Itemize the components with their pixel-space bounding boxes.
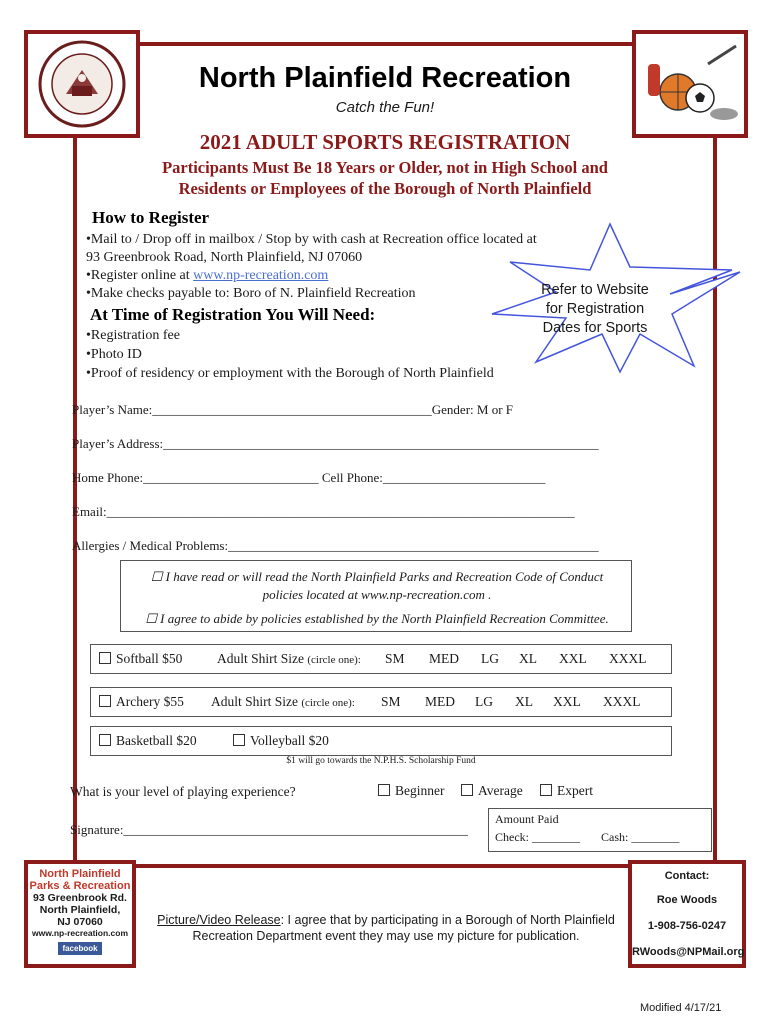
- amount-paid-box: [488, 808, 712, 852]
- size-xl[interactable]: XL: [519, 651, 537, 666]
- experience-question: What is your level of playing experience?: [70, 784, 296, 799]
- size-xl[interactable]: XL: [515, 694, 533, 709]
- basketball-checkbox[interactable]: Basketball $20: [99, 733, 197, 749]
- size-xxxl[interactable]: XXXL: [603, 694, 641, 709]
- contact-heading: Contact:: [664, 870, 710, 882]
- dept-address2: North Plainfield,: [39, 904, 121, 916]
- how-to-register-heading: How to Register: [92, 208, 210, 227]
- contact-phone: 1-908-756-0247: [647, 920, 727, 932]
- contact-email[interactable]: RWoods@NPMail.org: [632, 946, 745, 958]
- softball-checkbox[interactable]: Softball $50: [99, 651, 182, 667]
- code-of-conduct-checkbox[interactable]: ☐ I have read or will read the North Plainfield Parks and Recreation Code of Conduct: [150, 569, 604, 584]
- sports-equipment-image: [632, 30, 748, 138]
- size-med[interactable]: MED: [425, 694, 455, 709]
- checkbox-icon[interactable]: [461, 784, 473, 796]
- cash-field[interactable]: Cash: ________: [601, 830, 680, 844]
- checkbox-icon[interactable]: [378, 784, 390, 796]
- email-field[interactable]: Email:________________________________________________________________________: [72, 504, 575, 519]
- what-you-need-heading: At Time of Registration You Will Need:: [90, 305, 376, 324]
- player-name-field[interactable]: Player’s Name:___________________________________________Gender: M or F: [72, 402, 514, 417]
- checkbox-icon[interactable]: [99, 695, 111, 707]
- size-med[interactable]: MED: [429, 651, 459, 666]
- code-of-conduct-url: policies located at www.np-recreation.com .: [262, 587, 492, 602]
- dept-address3: NJ 07060: [57, 916, 103, 928]
- archery-checkbox[interactable]: Archery $55: [99, 694, 184, 710]
- basketball-volleyball-row[interactable]: [90, 726, 672, 756]
- size-xxl[interactable]: XXL: [559, 651, 587, 666]
- phone-fields[interactable]: Home Phone:___________________________ Cell Phone:_________________________: [72, 470, 546, 485]
- bat-icon: [708, 46, 736, 64]
- amount-paid-label: Amount Paid: [495, 812, 559, 826]
- instruction-online: •Register online at www.np-recreation.com: [86, 268, 329, 283]
- check-field[interactable]: Check: ________: [495, 830, 580, 844]
- policy-acknowledgement-box: [120, 560, 632, 632]
- tagline: Catch the Fun!: [335, 99, 435, 116]
- player-address-field[interactable]: Player’s Address:___________________________________________________________________: [72, 436, 599, 451]
- registration-title: 2021 ADULT SPORTS REGISTRATION: [199, 130, 571, 154]
- abide-policies-checkbox[interactable]: ☐ I agree to abide by policies established by the North Plainfield Recreation Committee.: [145, 611, 609, 626]
- softball-shirt-size-label: Adult Shirt Size (circle one):: [217, 651, 361, 666]
- scholarship-note: $1 will go towards the N.P.H.S. Scholarship Fund: [286, 756, 476, 766]
- contact-name: Roe Woods: [656, 894, 718, 906]
- instruction-address: 93 Greenbrook Road, North Plainfield, NJ 07060: [86, 250, 363, 265]
- size-xxl[interactable]: XXL: [553, 694, 581, 709]
- facebook-icon[interactable]: facebook: [58, 942, 101, 955]
- dept-address1: 93 Greenbrook Rd.: [33, 892, 127, 904]
- dept-name-line1: North Plainfield: [39, 868, 121, 880]
- checkbox-icon[interactable]: [99, 734, 111, 746]
- softball-option-row[interactable]: [90, 644, 672, 674]
- need-proof-residency: •Proof of residency or employment with the Borough of North Plainfield: [86, 366, 494, 381]
- need-fee: •Registration fee: [86, 328, 180, 343]
- eligibility-requirements: Participants Must Be 18 Years or Older, not in High School and Residents or Employees of the Borough of North Plainfield: [162, 158, 608, 198]
- checkbox-icon[interactable]: [233, 734, 245, 746]
- size-lg[interactable]: LG: [475, 694, 493, 709]
- checkbox-icon[interactable]: [540, 784, 552, 796]
- archery-shirt-size-label: Adult Shirt Size (circle one):: [211, 694, 355, 709]
- experience-expert-checkbox[interactable]: Expert: [540, 783, 593, 799]
- size-sm[interactable]: SM: [381, 694, 401, 709]
- photo-release-statement: Picture/Video Release: I agree that by participating in a Borough of North Plainfield Recreation Department event they may use my picture for publication.: [157, 913, 615, 943]
- dept-name-line2: Parks & Recreation: [29, 880, 131, 892]
- experience-average-checkbox[interactable]: Average: [461, 783, 523, 799]
- glove-icon: [648, 64, 660, 96]
- checkbox-icon[interactable]: [99, 652, 111, 664]
- size-lg[interactable]: LG: [481, 651, 499, 666]
- modified-date: Modified 4/17/21: [640, 1002, 722, 1014]
- dept-website[interactable]: www.np-recreation.com: [31, 928, 129, 938]
- instruction-mail: •Mail to / Drop off in mailbox / Stop by with cash at Recreation office located at: [86, 232, 537, 247]
- rec-department-address-box: [24, 860, 136, 968]
- archery-option-row[interactable]: [90, 687, 672, 717]
- instruction-checks: •Make checks payable to: Boro of N. Plainfield Recreation: [86, 286, 416, 301]
- seal-icon: [28, 34, 136, 134]
- racket-icon: [710, 108, 738, 120]
- size-xxxl[interactable]: XXXL: [609, 651, 647, 666]
- size-sm[interactable]: SM: [385, 651, 405, 666]
- website-link[interactable]: www.np-recreation.com: [193, 268, 329, 283]
- signature-field[interactable]: Signature:_____________________________________________________: [70, 822, 468, 837]
- need-photo-id: •Photo ID: [86, 347, 142, 362]
- borough-seal-logo: [24, 30, 140, 138]
- website-dates-callout: Refer to Website for Registration Dates for Sports: [541, 282, 649, 336]
- experience-beginner-checkbox[interactable]: Beginner: [378, 783, 445, 799]
- allergies-field[interactable]: Allergies / Medical Problems:_________________________________________________________: [72, 538, 599, 553]
- contact-box: [628, 860, 746, 968]
- page-title: North Plainfield Recreation: [198, 62, 572, 94]
- release-label: Picture/Video Release: [157, 913, 281, 927]
- volleyball-checkbox[interactable]: Volleyball $20: [233, 733, 329, 749]
